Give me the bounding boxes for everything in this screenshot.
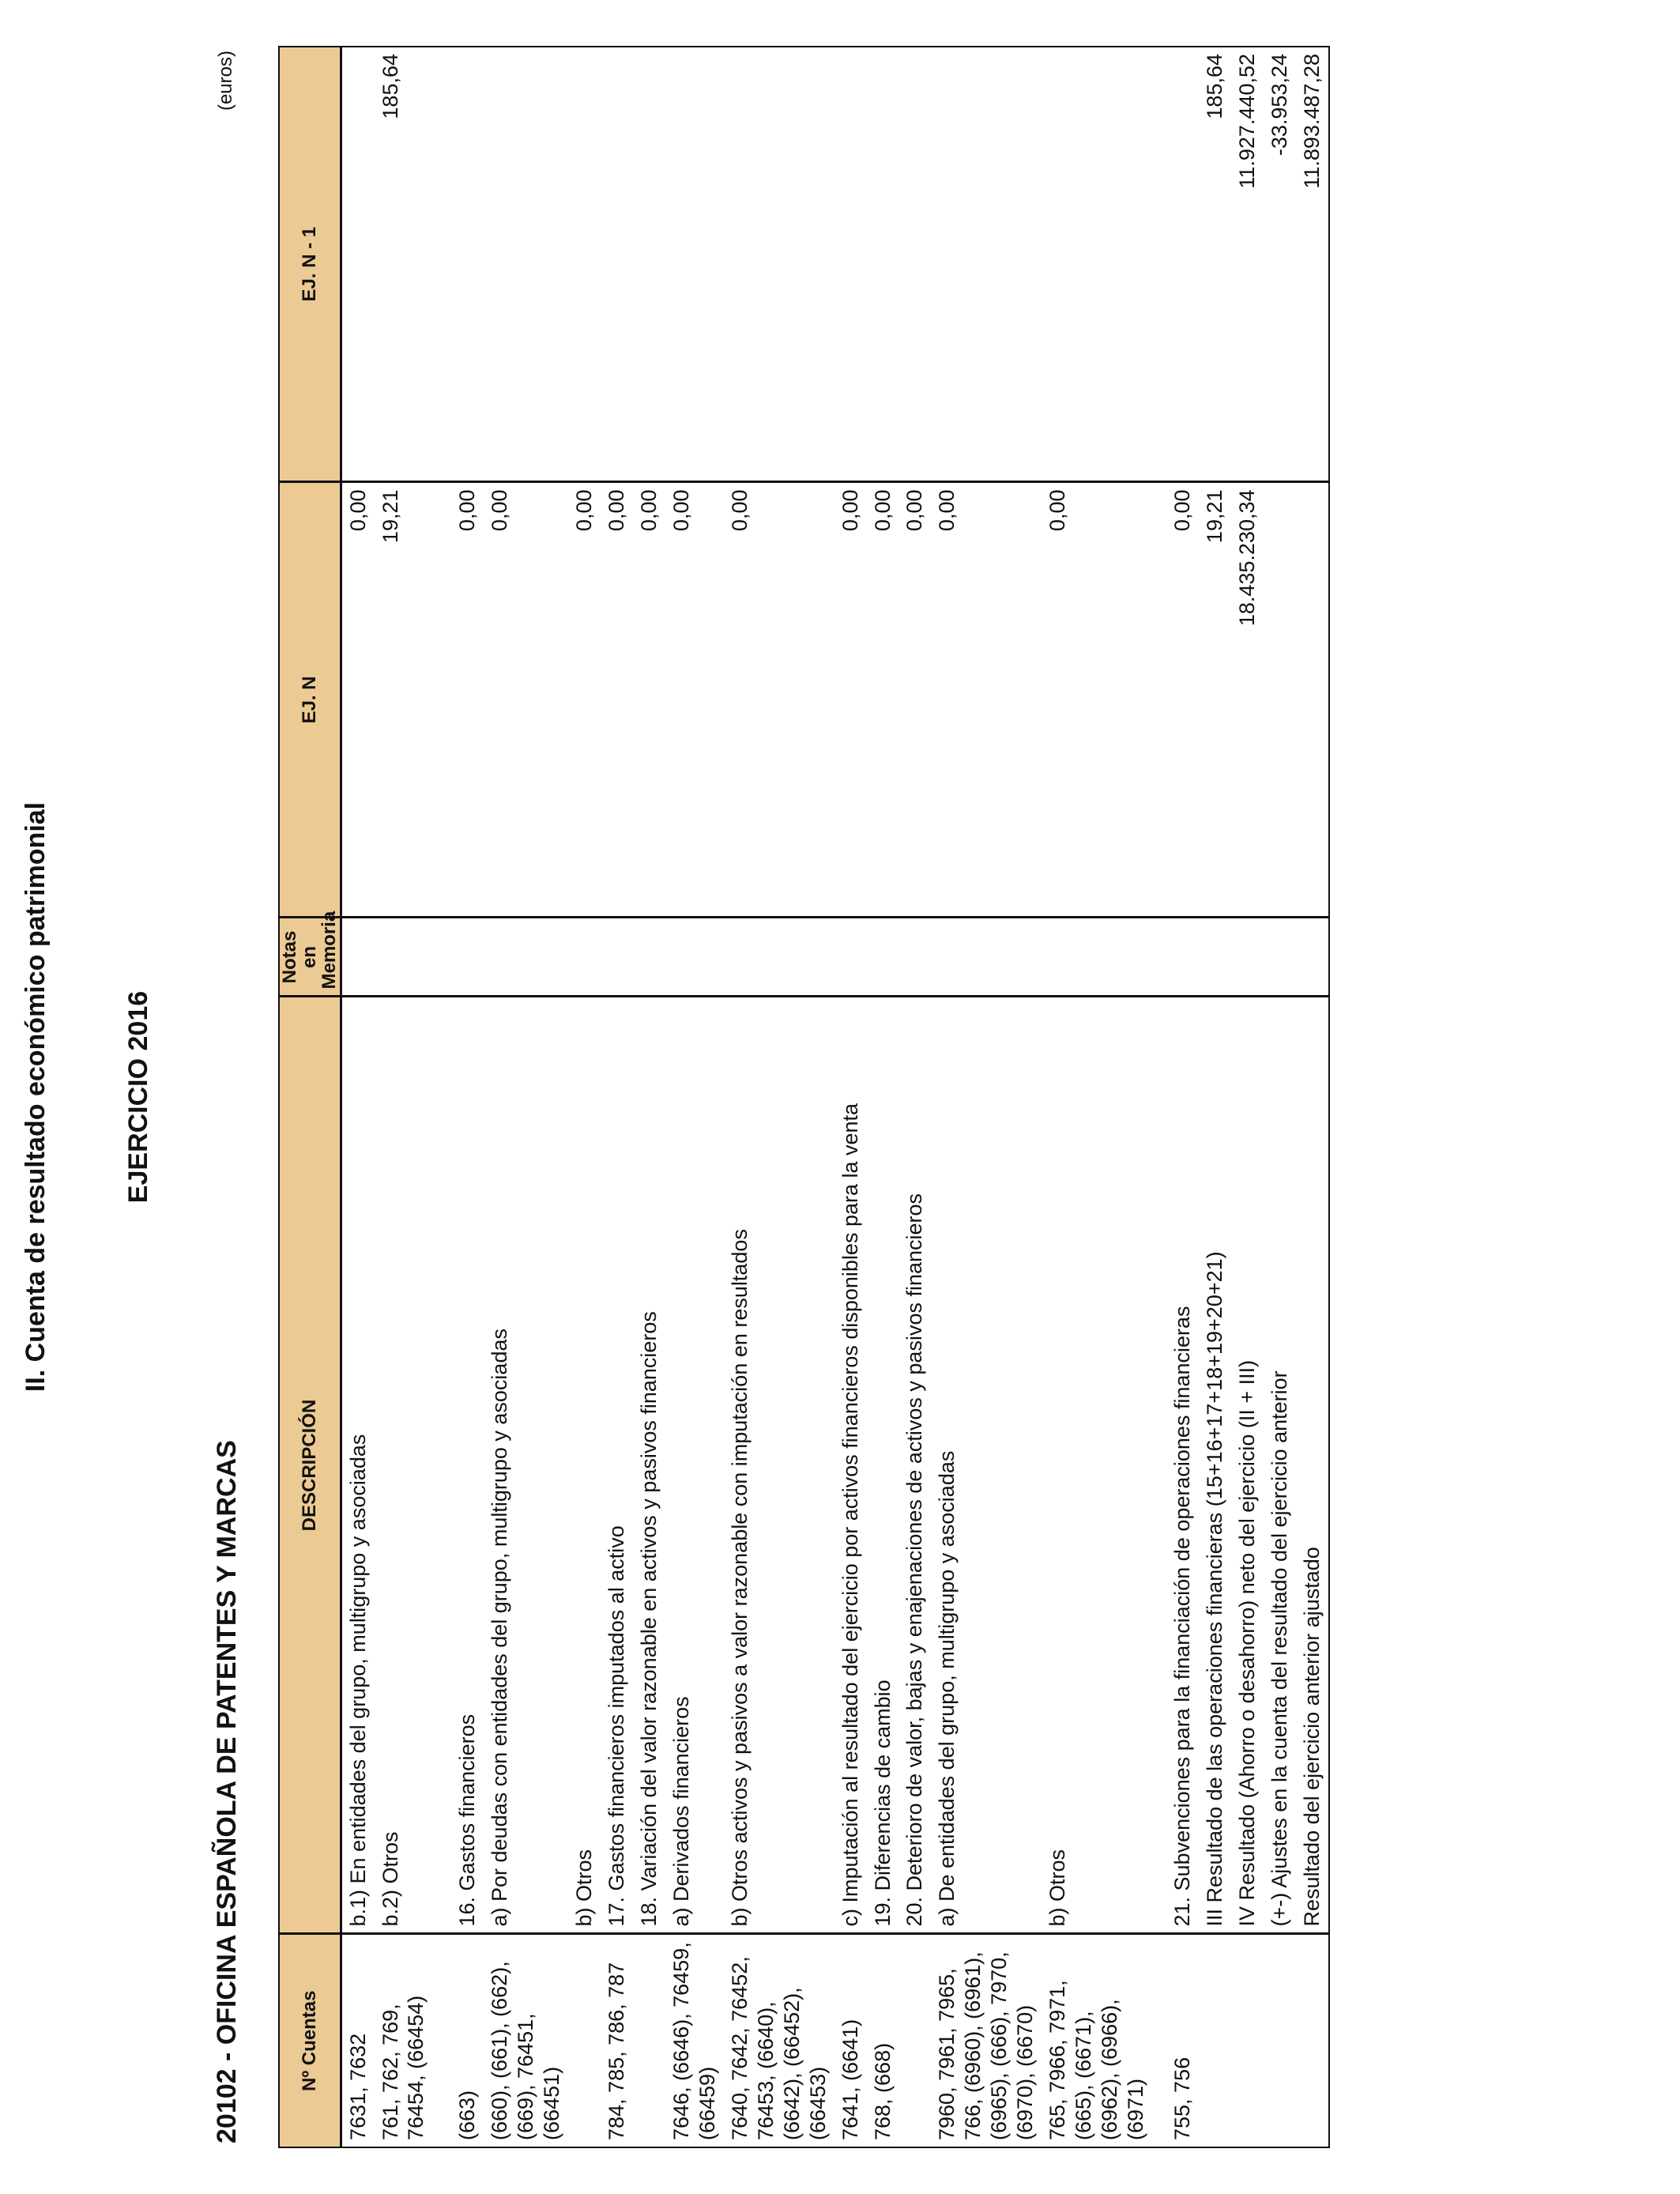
table-row bbox=[1264, 47, 1296, 2147]
accounts-cell: 765, 7966, 7971, (665), (6671), (6962), (6966), (6971) bbox=[1042, 1934, 1166, 2147]
table-row bbox=[633, 47, 665, 2147]
current-year-cell: 0,00 bbox=[484, 482, 568, 918]
table-row bbox=[341, 47, 374, 2147]
previous-year-cell bbox=[484, 47, 568, 482]
accounts-cell: 7960, 7961, 7965, 766, (6960), (6961), (6965), (666), 7970, (6970), (6670) bbox=[931, 1934, 1042, 2147]
table-row bbox=[898, 47, 931, 2147]
notes-cell bbox=[665, 918, 724, 997]
current-year-cell: 0,00 bbox=[1042, 482, 1166, 918]
notes-cell bbox=[601, 918, 633, 997]
description-column-header: DESCRIPCIÓN bbox=[279, 997, 341, 1934]
description-cell: IV Resultado (Ahorro o desahorro) neto del ejercicio (II + III) bbox=[1231, 997, 1264, 1934]
accounts-cell: 755, 756 bbox=[1166, 1934, 1199, 2147]
description-cell: 17. Gastos financieros imputados al activo bbox=[601, 997, 633, 1934]
previous-year-cell bbox=[1166, 47, 1199, 482]
previous-year-cell bbox=[665, 47, 724, 482]
notes-cell bbox=[633, 918, 665, 997]
organization-name: 20102 - OFICINA ESPAÑOLA DE PATENTES Y MARCAS bbox=[212, 1440, 242, 2143]
accounts-cell: 7646, (6646), 76459, (66459) bbox=[665, 1934, 724, 2147]
accounts-cell: 784, 785, 786, 787 bbox=[601, 1934, 633, 2147]
table-row bbox=[665, 47, 724, 2147]
previous-year-cell bbox=[1042, 47, 1166, 482]
previous-year-cell bbox=[341, 47, 374, 482]
previous-year-cell bbox=[931, 47, 1042, 482]
accounts-column-header: Nº Cuentas bbox=[279, 1934, 341, 2147]
description-cell: 20. Deterioro de valor, bajas y enajenaciones de activos y pasivos financieros bbox=[898, 997, 931, 1934]
current-year-cell: 0,00 bbox=[665, 482, 724, 918]
table-row bbox=[568, 47, 601, 2147]
current-year-cell: 0,00 bbox=[432, 482, 484, 918]
accounts-cell: 768, (668) bbox=[867, 1934, 899, 2147]
notes-cell bbox=[484, 918, 568, 997]
currency-units: (euros) bbox=[215, 51, 236, 111]
description-cell: III Resultado de las operaciones financieras (15+16+17+18+19+20+21) bbox=[1199, 997, 1231, 1934]
current-year-cell: 0,00 bbox=[834, 482, 867, 918]
accounts-cell bbox=[1231, 1934, 1264, 2147]
current-year-cell bbox=[1264, 482, 1296, 918]
previous-year-cell bbox=[724, 47, 834, 482]
current-year-cell: 0,00 bbox=[867, 482, 899, 918]
accounts-cell bbox=[1296, 1934, 1329, 2147]
previous-year-cell bbox=[432, 47, 484, 482]
previous-year-column-header: EJ. N - 1 bbox=[279, 47, 341, 482]
table-row bbox=[931, 47, 1042, 2147]
accounts-cell bbox=[633, 1934, 665, 2147]
notes-cell bbox=[1199, 918, 1231, 997]
notes-cell bbox=[1264, 918, 1296, 997]
table-row bbox=[1042, 47, 1166, 2147]
accounts-cell: (660), (661), (662), (669), 76451, (66451) bbox=[484, 1934, 568, 2147]
previous-year-cell bbox=[568, 47, 601, 482]
current-year-cell: 0,00 bbox=[568, 482, 601, 918]
current-year-cell: 0,00 bbox=[633, 482, 665, 918]
table-row bbox=[834, 47, 867, 2147]
description-cell: c) Imputación al resultado del ejercicio por activos financieros disponibles para la venta bbox=[834, 997, 867, 1934]
table-row bbox=[484, 47, 568, 2147]
description-cell: a) Por deudas con entidades del grupo, multigrupo y asociadas bbox=[484, 997, 568, 1934]
current-year-cell: 19,21 bbox=[375, 482, 433, 918]
table-header-row bbox=[279, 47, 341, 2147]
table-row bbox=[1231, 47, 1264, 2147]
table-row bbox=[724, 47, 834, 2147]
fiscal-year: EJERCICIO 2016 bbox=[123, 990, 153, 1204]
previous-year-cell: 185,64 bbox=[378, 54, 402, 119]
description-cell: 21. Subvenciones para la financiación de operaciones financieras bbox=[1166, 997, 1199, 1934]
previous-year-cell bbox=[834, 47, 867, 482]
notes-cell bbox=[867, 918, 899, 997]
notes-column-header: Notas en Memoria bbox=[279, 918, 341, 997]
current-year-cell: 0,00 bbox=[931, 482, 1042, 918]
description-cell: b) Otros bbox=[568, 997, 601, 1934]
notes-cell bbox=[375, 918, 433, 997]
description-cell: 18. Variación del valor razonable en activos y pasivos financieros bbox=[633, 997, 665, 1934]
current-year-cell: 0,00 bbox=[601, 482, 633, 918]
current-year-cell: 0,00 bbox=[1166, 482, 1199, 918]
previous-year-cell bbox=[601, 47, 633, 482]
description-cell: 19. Diferencias de cambio bbox=[867, 997, 899, 1934]
report-title: II. Cuenta de resultado económico patrimonial bbox=[21, 801, 51, 1393]
notes-cell bbox=[834, 918, 867, 997]
accounts-cell bbox=[898, 1934, 931, 2147]
notes-cell bbox=[931, 918, 1042, 997]
accounts-cell: 7641, (6641) bbox=[834, 1934, 867, 2147]
accounts-cell bbox=[1199, 1934, 1231, 2147]
description-cell: (+-) Ajustes en la cuenta del resultado del ejercicio anterior bbox=[1264, 997, 1296, 1934]
previous-year-cell: 185,64 bbox=[1202, 54, 1226, 119]
table-row bbox=[1296, 47, 1329, 2147]
notes-cell bbox=[341, 918, 374, 997]
current-year-cell: 19,21 bbox=[1199, 482, 1231, 918]
previous-year-cell bbox=[867, 47, 899, 482]
notes-cell bbox=[1231, 918, 1264, 997]
accounts-cell bbox=[1264, 1934, 1296, 2147]
previous-year-cell bbox=[633, 47, 665, 482]
description-cell: b.1) En entidades del grupo, multigrupo y asociadas bbox=[341, 997, 374, 1934]
notes-cell bbox=[898, 918, 931, 997]
accounts-cell: (663) bbox=[432, 1934, 484, 2147]
notes-cell bbox=[1042, 918, 1166, 997]
accounts-cell: 7631, 7632 bbox=[341, 1934, 374, 2147]
description-cell: a) Derivados financieros bbox=[665, 997, 724, 1934]
current-year-cell bbox=[1296, 482, 1329, 918]
notes-cell bbox=[568, 918, 601, 997]
previous-year-cell: 11.927.440,52 bbox=[1234, 54, 1259, 189]
previous-year-cell: 11.893.487,28 bbox=[1299, 54, 1324, 189]
accounts-cell: 7640, 7642, 76452, 76453, (6640), (6642), (66452), (66453) bbox=[724, 1934, 834, 2147]
notes-cell bbox=[1166, 918, 1199, 997]
table-row bbox=[867, 47, 899, 2147]
current-year-cell: 18.435.230,34 bbox=[1231, 482, 1264, 918]
results-table bbox=[278, 46, 1330, 2148]
accounts-cell bbox=[568, 1934, 601, 2147]
description-cell: 16. Gastos financieros bbox=[432, 997, 484, 1934]
notes-cell bbox=[724, 918, 834, 997]
accounts-cell: 761, 762, 769, 76454, (66454) bbox=[375, 1934, 433, 2147]
previous-year-cell: -33.953,24 bbox=[1267, 54, 1291, 156]
notes-cell bbox=[432, 918, 484, 997]
description-cell: b) Otros activos y pasivos a valor razonable con imputación en resultados bbox=[724, 997, 834, 1934]
table-row bbox=[432, 47, 484, 2147]
description-cell: Resultado del ejercicio anterior ajustado bbox=[1296, 997, 1329, 1934]
description-cell: b) Otros bbox=[1042, 997, 1166, 1934]
table-row bbox=[1166, 47, 1199, 2147]
notes-cell bbox=[1296, 918, 1329, 997]
description-cell: b.2) Otros bbox=[375, 997, 433, 1934]
table-row bbox=[601, 47, 633, 2147]
current-year-column-header: EJ. N bbox=[279, 482, 341, 918]
current-year-cell: 0,00 bbox=[724, 482, 834, 918]
previous-year-cell bbox=[898, 47, 931, 482]
current-year-cell: 0,00 bbox=[898, 482, 931, 918]
description-cell: a) De entidades del grupo, multigrupo y asociadas bbox=[931, 997, 1042, 1934]
table-row bbox=[375, 47, 433, 2147]
current-year-cell: 0,00 bbox=[341, 482, 374, 918]
table-row bbox=[1199, 47, 1231, 2147]
